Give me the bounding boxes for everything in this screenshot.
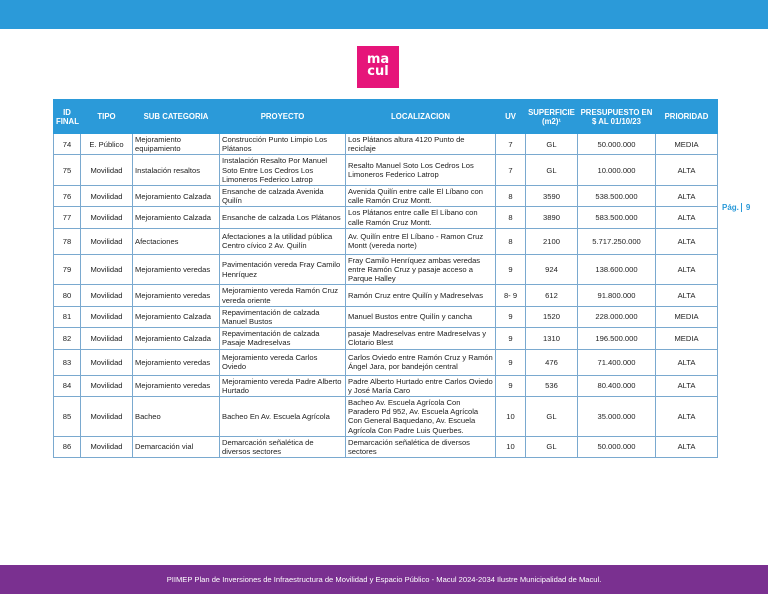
- table-cell: Movilidad: [81, 328, 133, 349]
- table-cell: Repavimentación de calzada Manuel Bustos: [220, 306, 346, 327]
- table-cell: 9: [496, 254, 526, 285]
- table-cell: Demarcación señalética de diversos sectores: [346, 436, 496, 457]
- table-cell: ALTA: [656, 228, 718, 254]
- table-cell: 924: [526, 254, 578, 285]
- table-cell: Movilidad: [81, 349, 133, 375]
- table-cell: 35.000.000: [578, 397, 656, 437]
- table-cell: 79: [54, 254, 81, 285]
- table-cell: GL: [526, 397, 578, 437]
- table-cell: Mejoramiento veredas: [133, 375, 220, 396]
- table-cell: Mejoramiento vereda Carlos Oviedo: [220, 349, 346, 375]
- column-header: TIPO: [81, 100, 133, 134]
- projects-table: [53, 99, 718, 458]
- table-cell: 2100: [526, 228, 578, 254]
- table-cell: ALTA: [656, 375, 718, 396]
- table-row: [54, 207, 718, 228]
- table-row: [54, 375, 718, 396]
- table-cell: 8: [496, 228, 526, 254]
- table-cell: Ensanche de calzada Avenida Quilín: [220, 186, 346, 207]
- table-cell: MEDIA: [656, 134, 718, 155]
- table-cell: 50.000.000: [578, 436, 656, 457]
- table-cell: Padre Alberto Hurtado entre Carlos Oviedo y José María Caro: [346, 375, 496, 396]
- table-cell: 1310: [526, 328, 578, 349]
- table-cell: Resalto Manuel Soto Los Cedros Los Limoneros Federico Latrop: [346, 155, 496, 186]
- table-cell: Movilidad: [81, 285, 133, 306]
- table-cell: Ramón Cruz entre Quilín y Madreselvas: [346, 285, 496, 306]
- table-cell: 82: [54, 328, 81, 349]
- table-cell: ALTA: [656, 285, 718, 306]
- table-cell: ALTA: [656, 349, 718, 375]
- table-cell: 3890: [526, 207, 578, 228]
- table-row: [54, 134, 718, 155]
- table-cell: 81: [54, 306, 81, 327]
- table-cell: Afectaciones a la utilidad pública Centro cívico 2 Av. Quilín: [220, 228, 346, 254]
- table-cell: 476: [526, 349, 578, 375]
- table-cell: 85: [54, 397, 81, 437]
- table-cell: MEDIA: [656, 306, 718, 327]
- table-row: [54, 228, 718, 254]
- page-number: [722, 203, 750, 212]
- table-cell: 83: [54, 349, 81, 375]
- page-prefix: Pág.: [722, 203, 739, 212]
- table-cell: ALTA: [656, 254, 718, 285]
- table-cell: E. Público: [81, 134, 133, 155]
- table-cell: Mejoramiento Calzada: [133, 306, 220, 327]
- table-cell: Mejoramiento veredas: [133, 285, 220, 306]
- table-cell: 77: [54, 207, 81, 228]
- table-cell: 583.500.000: [578, 207, 656, 228]
- table-cell: 86: [54, 436, 81, 457]
- table-cell: 612: [526, 285, 578, 306]
- column-header: UV: [496, 100, 526, 134]
- table-cell: Movilidad: [81, 436, 133, 457]
- top-banner: [0, 0, 768, 29]
- table-cell: ALTA: [656, 436, 718, 457]
- column-header: ID FINAL: [54, 100, 81, 134]
- column-header: PRESUPUESTO EN $ AL 01/10/23: [578, 100, 656, 134]
- table-cell: Movilidad: [81, 306, 133, 327]
- column-header: PRIORIDAD: [656, 100, 718, 134]
- table-cell: Bacheo: [133, 397, 220, 437]
- logo-line-1: ma: [366, 52, 390, 67]
- table-row: [54, 436, 718, 457]
- table-cell: Manuel Bustos entre Quilín y cancha: [346, 306, 496, 327]
- table-cell: Instalación resaltos: [133, 155, 220, 186]
- table-cell: Los Plátanos altura 4120 Punto de reciclaje: [346, 134, 496, 155]
- table-cell: 75: [54, 155, 81, 186]
- table-cell: Fray Camilo Henríquez ambas veredas entre Ramón Cruz y pasaje acceso a Parque Halley: [346, 254, 496, 285]
- table-cell: Mejoramiento vereda Padre Alberto Hurtado: [220, 375, 346, 396]
- page-number-value: 9: [741, 203, 750, 212]
- table-cell: Mejoramiento veredas: [133, 254, 220, 285]
- macul-logo: [357, 46, 399, 88]
- table-cell: 5.717.250.000: [578, 228, 656, 254]
- column-header: LOCALIZACION: [346, 100, 496, 134]
- table-row: [54, 285, 718, 306]
- table-cell: Bacheo Av. Escuela Agrícola Con Paradero Pd 952, Av. Escuela Agrícola Con General Baquedano, Av. Escuela Agrícola Con Padre Luis Querbes.: [346, 397, 496, 437]
- table-row: [54, 306, 718, 327]
- column-header: SUPERFICIE (m2)¹: [526, 100, 578, 134]
- table-cell: 9: [496, 375, 526, 396]
- table-cell: 228.000.000: [578, 306, 656, 327]
- table-cell: Mejoramiento Calzada: [133, 328, 220, 349]
- table-cell: GL: [526, 436, 578, 457]
- table-cell: ALTA: [656, 186, 718, 207]
- table-cell: 10: [496, 397, 526, 437]
- table-cell: 138.600.000: [578, 254, 656, 285]
- logo-line-2: cul: [367, 64, 389, 79]
- table-row: [54, 155, 718, 186]
- table-cell: 536: [526, 375, 578, 396]
- table-cell: 78: [54, 228, 81, 254]
- table-cell: ALTA: [656, 207, 718, 228]
- table-cell: 71.400.000: [578, 349, 656, 375]
- column-header: SUB CATEGORIA: [133, 100, 220, 134]
- table-cell: 8- 9: [496, 285, 526, 306]
- table-row: [54, 254, 718, 285]
- table-cell: pasaje Madreselvas entre Madreselvas y Clotario Blest: [346, 328, 496, 349]
- table-cell: Mejoramiento equipamiento: [133, 134, 220, 155]
- table-cell: Mejoramiento Calzada: [133, 207, 220, 228]
- table-cell: Demarcación señalética de diversos sectores: [220, 436, 346, 457]
- table-cell: Mejoramiento veredas: [133, 349, 220, 375]
- table-cell: Bacheo En Av. Escuela Agrícola: [220, 397, 346, 437]
- table-cell: 8: [496, 207, 526, 228]
- table-cell: Instalación Resalto Por Manuel Soto Entre Los Cedros Los Limoneros Federico Latrop: [220, 155, 346, 186]
- table-cell: Pavimentación vereda Fray Camilo Henríquez: [220, 254, 346, 285]
- table-row: [54, 328, 718, 349]
- table-cell: Movilidad: [81, 228, 133, 254]
- table-cell: Repavimentación de calzada Pasaje Madreselvas: [220, 328, 346, 349]
- table-row: [54, 397, 718, 437]
- table-cell: 76: [54, 186, 81, 207]
- table-cell: 1520: [526, 306, 578, 327]
- table-cell: Movilidad: [81, 254, 133, 285]
- table-cell: Afectaciones: [133, 228, 220, 254]
- table-cell: 9: [496, 306, 526, 327]
- table-cell: 9: [496, 328, 526, 349]
- table-cell: GL: [526, 155, 578, 186]
- table-cell: Movilidad: [81, 155, 133, 186]
- table-cell: 80.400.000: [578, 375, 656, 396]
- table-cell: Movilidad: [81, 375, 133, 396]
- table-row: [54, 186, 718, 207]
- table-cell: 7: [496, 134, 526, 155]
- table-cell: ALTA: [656, 397, 718, 437]
- table-cell: Carlos Oviedo entre Ramón Cruz y Ramón Ángel Jara, por bandejón central: [346, 349, 496, 375]
- table-cell: 10: [496, 436, 526, 457]
- table-cell: Movilidad: [81, 207, 133, 228]
- table-cell: 538.500.000: [578, 186, 656, 207]
- table-cell: 10.000.000: [578, 155, 656, 186]
- table-row: [54, 349, 718, 375]
- table-cell: Demarcación vial: [133, 436, 220, 457]
- table-cell: GL: [526, 134, 578, 155]
- table-cell: 8: [496, 186, 526, 207]
- table-cell: Movilidad: [81, 186, 133, 207]
- table-cell: Avenida Quilín entre calle El Líbano con calle Ramón Cruz Montt.: [346, 186, 496, 207]
- table-cell: ALTA: [656, 155, 718, 186]
- table-cell: 50.000.000: [578, 134, 656, 155]
- table-cell: Mejoramiento vereda Ramón Cruz vereda oriente: [220, 285, 346, 306]
- table-cell: Mejoramiento Calzada: [133, 186, 220, 207]
- table-cell: MEDIA: [656, 328, 718, 349]
- table-cell: 7: [496, 155, 526, 186]
- footer-banner: PIIMEP Plan de Inversiones de Infraestructura de Movilidad y Espacio Público - Macul 2024-2034 Ilustre Municipalidad de Macul.: [0, 565, 768, 594]
- table-cell: 91.800.000: [578, 285, 656, 306]
- table-body: [54, 134, 718, 458]
- table-cell: Av. Quilín entre El Líbano - Ramon Cruz Montt (vereda norte): [346, 228, 496, 254]
- table-cell: 84: [54, 375, 81, 396]
- table-cell: Ensanche de calzada Los Plátanos: [220, 207, 346, 228]
- table-cell: 9: [496, 349, 526, 375]
- table-cell: 3590: [526, 186, 578, 207]
- table-cell: 80: [54, 285, 81, 306]
- table-cell: Construcción Punto Limpio Los Plátanos: [220, 134, 346, 155]
- table-cell: 74: [54, 134, 81, 155]
- table-cell: Movilidad: [81, 397, 133, 437]
- column-header: PROYECTO: [220, 100, 346, 134]
- table-cell: Los Plátanos entre calle El Líbano con calle Ramón Cruz Montt.: [346, 207, 496, 228]
- table-header-row: [54, 100, 718, 134]
- table-cell: 196.500.000: [578, 328, 656, 349]
